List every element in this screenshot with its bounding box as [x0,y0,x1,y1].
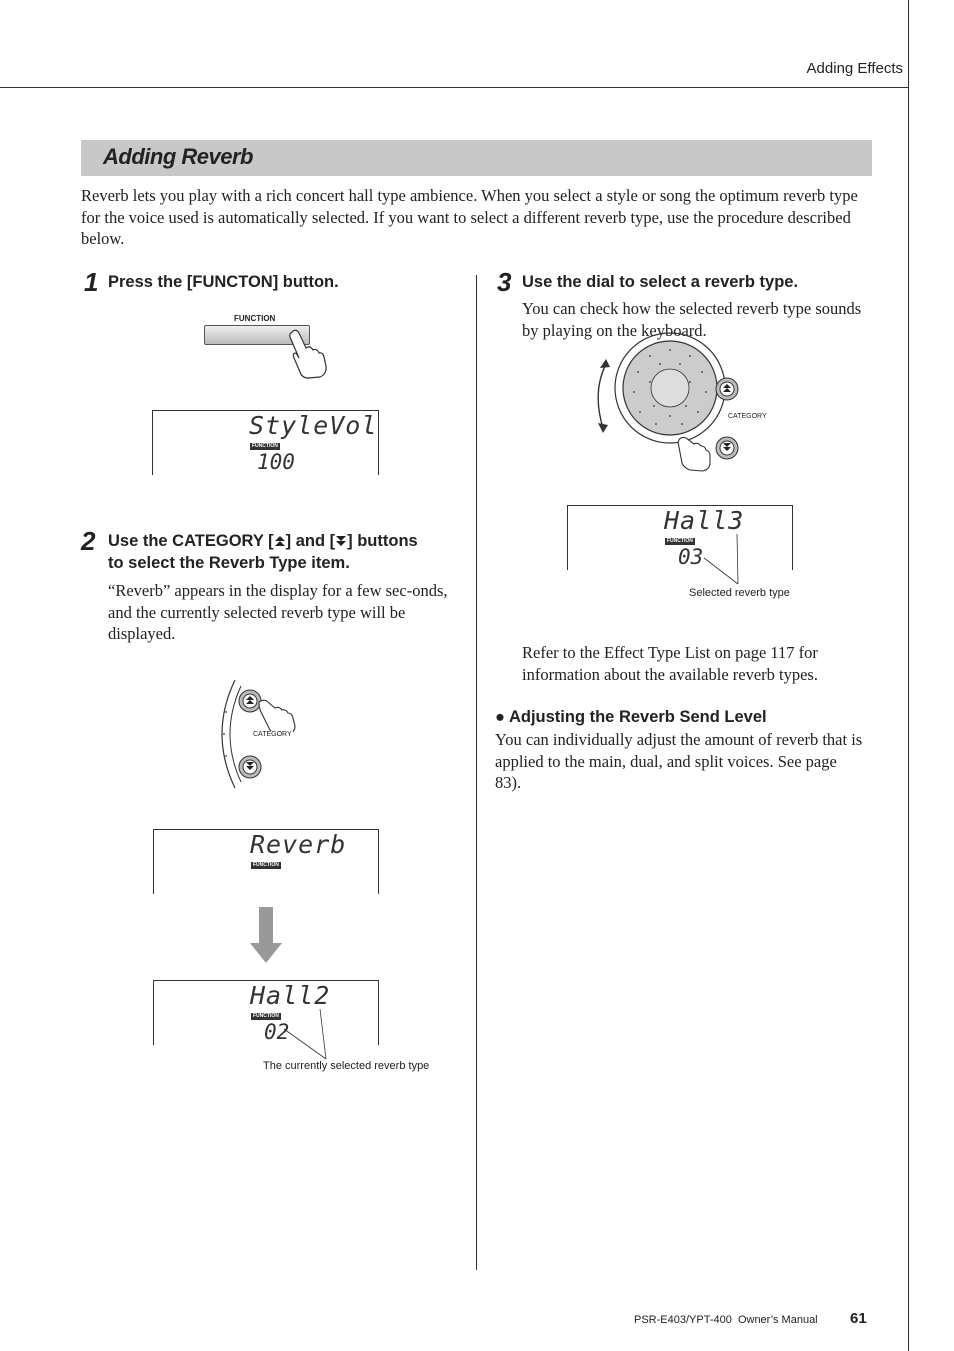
step3-text: You can check how the selected reverb type sounds by playing on the keyboard. [522,299,862,340]
category-up-icon [274,535,286,547]
lcd-function-tag: FUNCTION [253,1013,279,1019]
callout-lines [280,1005,340,1061]
step2-title-part4: to select the Reverb Type item. [108,554,350,572]
step3-lcd-hall3 [567,505,793,570]
category-label: CATEGORY [253,731,292,738]
lcd-value-text: 02 [264,1020,290,1044]
section-title: Adding Reverb [103,144,253,169]
step2-number: 2 [81,526,96,556]
step3-title: Use the dial to select a reverb type. [522,273,799,291]
lcd-main-text: StyleVol [249,411,378,440]
footer-page-number: 61 [850,1310,867,1327]
subsection-title: Adjusting the Reverb Send Level [508,708,767,726]
category-down-icon [335,535,347,547]
bullet-icon: ● [495,708,505,726]
step2-title [108,530,468,574]
lcd-value-text: 03 [678,545,704,569]
step3-refer-text: Refer to the Effect Type List on page 117 for information about the available reverb types. [522,643,818,684]
dial[interactable] [623,341,717,435]
lcd-function-tag: FUNCTION [253,862,279,868]
step2-lcd-hall2 [153,980,379,1045]
step3-callout-lines [700,530,750,586]
step2-lcd-reverb [153,829,379,894]
dial-category-up-button[interactable] [716,378,738,400]
step2-callout: The currently selected reverb type [263,1060,430,1072]
lcd-function-tag: FUNCTION [667,538,693,544]
step2-text: “Reverb” appears in the display for a few sec-onds, and the currently selected reverb type will be displayed. [108,581,448,643]
arrow-down-icon [248,907,284,965]
subsection-heading [495,706,767,728]
column-divider [476,275,477,1270]
pointing-hand-icon [286,328,330,380]
lcd-main-text: Hall2 [250,981,331,1010]
lcd-function-tag: FUNCTION [252,443,278,449]
page-edge-rule [908,0,909,1351]
step1-number: 1 [84,267,99,297]
step1-lcd-display [152,410,379,475]
header-rule [0,87,909,88]
header-section-title: Adding Effects [806,60,903,77]
lcd-main-text: Reverb [250,830,347,859]
step3-callout: Selected reverb type [689,587,790,599]
step2-title-part1: Use the CATEGORY [ [108,532,274,550]
category-up-button[interactable] [239,690,261,712]
step1-title: Press the [FUNCTON] button. [108,273,339,291]
dial-category-down-button[interactable] [716,437,738,459]
lcd-main-text: Hall3 [664,506,745,535]
step2-title-part2: ] and [ [285,532,336,550]
function-button-label: FUNCTION [234,314,276,323]
footer-manual-title: PSR-E403/YPT-400 Owner’s Manual [634,1314,818,1326]
dial-category-label: CATEGORY [728,413,767,420]
step3-number: 3 [497,267,512,297]
category-down-button[interactable] [239,756,261,778]
step2-title-part3: ] buttons [347,532,418,550]
section-intro: Reverb lets you play with a rich concert hall type ambience. When you select a style or song the optimum reverb type for the voice used is automatically selected. If you want to select a different reverb type, use the procedure described below. [81,186,858,248]
lcd-value-text: 100 [257,450,295,474]
subsection-text: You can individually adjust the amount of reverb that is applied to the main, dual, and split voices. See page 83). [495,730,863,792]
section-title-bar [81,140,872,176]
